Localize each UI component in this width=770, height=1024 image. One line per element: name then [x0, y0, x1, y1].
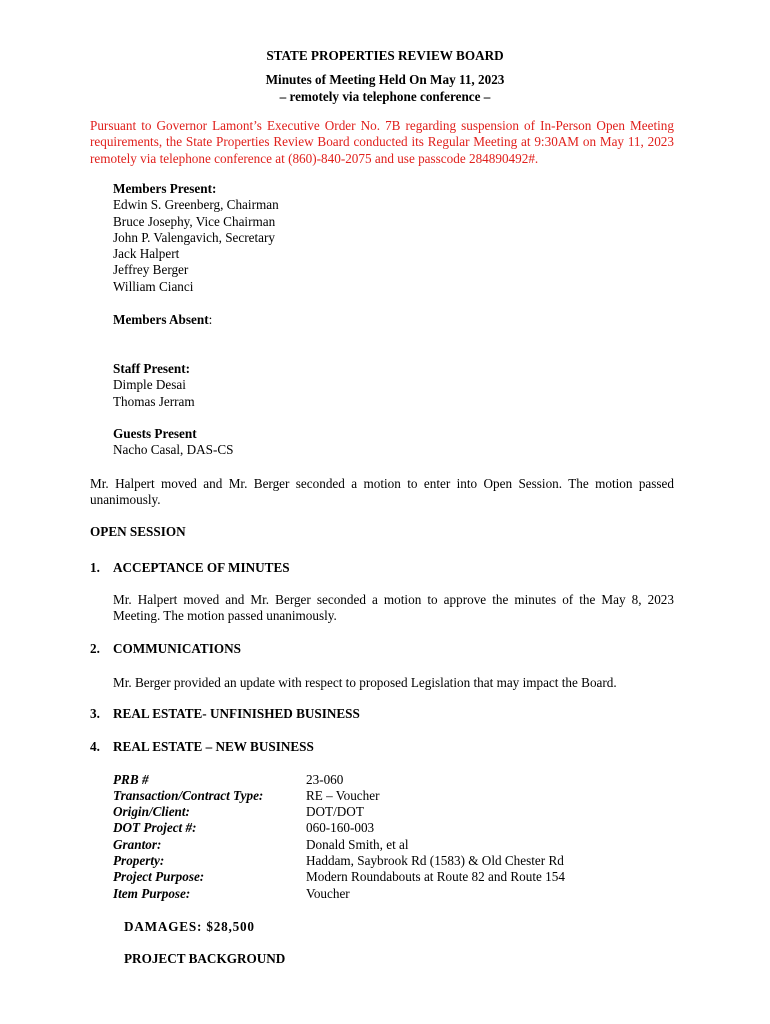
item-label: Origin/Client:: [113, 804, 190, 819]
member-name: Jack Halpert: [113, 246, 180, 262]
item-label: Item Purpose:: [113, 886, 191, 901]
item-detail-row: [0, 837, 770, 853]
member-name: Jeffrey Berger: [113, 262, 189, 278]
item-value: Haddam, Saybrook Rd (1583) & Old Chester Rd: [306, 853, 564, 868]
guest-name: Nacho Casal, DAS-CS: [113, 442, 234, 458]
section-heading-4: [0, 739, 770, 756]
section-2-body: Mr. Berger provided an update with respect to proposed Legislation that may impact the Board.: [113, 675, 617, 690]
staff-name: Dimple Desai: [113, 377, 186, 393]
item-detail-row: [0, 804, 770, 820]
section-number: 2.: [90, 641, 100, 656]
item-label: Grantor:: [113, 837, 162, 852]
item-value: Voucher: [306, 886, 350, 901]
section-1-body: Mr. Halpert moved and Mr. Berger seconded a motion to approve the minutes of the May 8, 2023 Meeting. The motion passed unanimously.: [113, 592, 674, 624]
members-present-heading: Members Present:: [113, 181, 217, 196]
item-value: 23-060: [306, 772, 344, 787]
damages-amount: $28,500: [206, 919, 255, 934]
open-session-motion: Mr. Halpert moved and Mr. Berger seconded a motion to enter into Open Session. The motion passed unanimously.: [90, 476, 674, 508]
item-label: Transaction/Contract Type:: [113, 788, 264, 803]
section-title: ACCEPTANCE OF MINUTES: [113, 560, 290, 575]
guests-present-block: [113, 426, 234, 459]
member-name: John P. Valengavich, Secretary: [113, 229, 275, 245]
members-absent-colon: :: [208, 312, 213, 327]
member-name: Bruce Josephy, Vice Chairman: [113, 213, 276, 229]
section-number: 4.: [90, 739, 100, 754]
item-label: DOT Project #:: [113, 820, 197, 835]
item-value: Modern Roundabouts at Route 82 and Route 154: [306, 869, 565, 884]
item-value: Donald Smith, et al: [306, 837, 409, 852]
item-detail-row: [0, 788, 770, 804]
item-value: RE – Voucher: [306, 788, 380, 803]
staff-present-block: [113, 361, 195, 410]
section-heading-2: [0, 641, 770, 658]
section-title: REAL ESTATE- UNFINISHED BUSINESS: [113, 706, 360, 721]
members-absent-heading: Members Absent: [113, 312, 209, 327]
section-title: COMMUNICATIONS: [113, 641, 241, 656]
item-detail-row: [0, 869, 770, 885]
section-number: 3.: [90, 706, 100, 721]
members-present-block: [113, 181, 279, 295]
damages-label: DAMAGES:: [124, 919, 203, 934]
section-number: 1.: [90, 560, 100, 575]
item-label: Property:: [113, 853, 165, 868]
member-name: William Cianci: [113, 278, 194, 294]
item-detail-row: [0, 853, 770, 869]
member-name: Edwin S. Greenberg, Chairman: [113, 197, 279, 213]
item-label: Project Purpose:: [113, 869, 205, 884]
members-absent-line: [113, 312, 212, 328]
page-fade-overlay: [296, 948, 676, 978]
open-session-heading: OPEN SESSION: [90, 524, 186, 539]
guests-present-heading: Guests Present: [113, 426, 197, 441]
board-title: STATE PROPERTIES REVIEW BOARD: [266, 48, 504, 63]
meeting-subtitle: – remotely via telephone conference –: [279, 89, 491, 104]
intro-notice: Pursuant to Governor Lamont’s Executive Order No. 7B regarding suspension of In-Person Open Meeting requirements, the State Properties Review Board conducted its Regular Meeting at 9:30AM on May 11, 2023 remotely via telephone conference at (860)-840-2075 and use passcode 284890492#.: [90, 118, 674, 166]
staff-name: Thomas Jerram: [113, 393, 195, 409]
item-detail-row: [0, 886, 770, 902]
section-heading-1: [0, 560, 770, 577]
item-value: DOT/DOT: [306, 804, 364, 819]
section-title: REAL ESTATE – NEW BUSINESS: [113, 739, 314, 754]
minutes-title: Minutes of Meeting Held On May 11, 2023: [265, 72, 505, 87]
staff-present-heading: Staff Present:: [113, 361, 191, 376]
item-detail-row: [0, 820, 770, 836]
item-label: PRB #: [113, 772, 149, 787]
section-heading-3: [0, 706, 770, 723]
damages-line: [124, 919, 255, 935]
item-detail-row: [0, 772, 770, 788]
item-value: 060-160-003: [306, 820, 375, 835]
project-background-heading: PROJECT BACKGROUND: [124, 951, 286, 966]
